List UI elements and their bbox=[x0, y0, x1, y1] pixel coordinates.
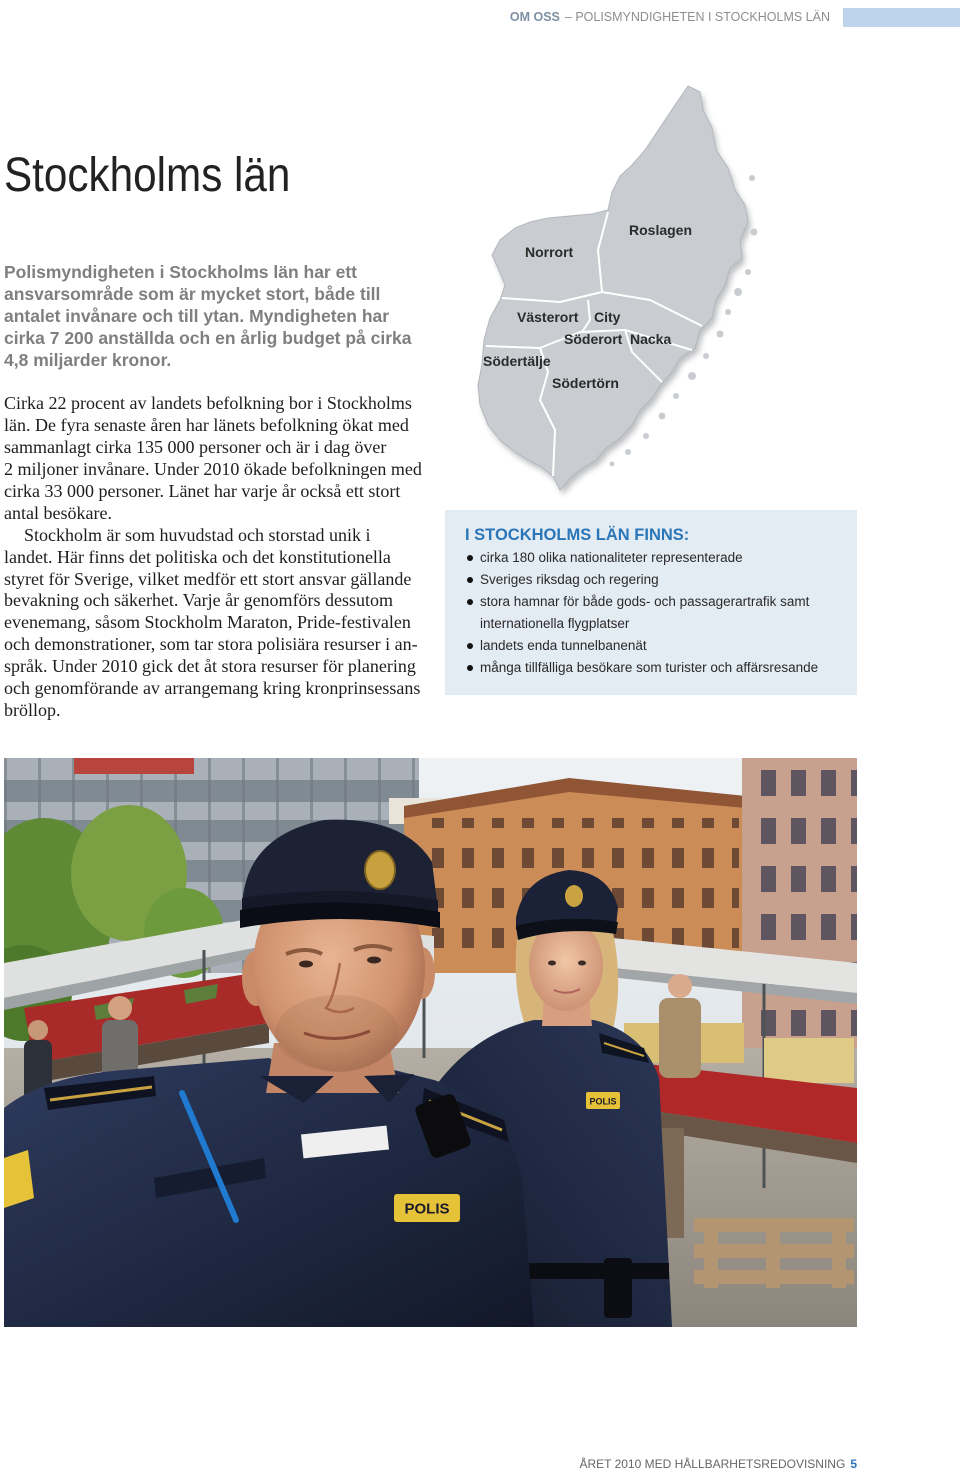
lead-paragraph bbox=[4, 261, 444, 371]
list-item-text: Sveriges riksdag och regering bbox=[480, 572, 659, 587]
map-label-sodertalje: Södertälje bbox=[483, 353, 551, 369]
map-label-sodertorn: Södertörn bbox=[552, 375, 619, 391]
bullet-icon bbox=[467, 665, 473, 671]
list-item bbox=[465, 569, 857, 591]
body-line: Cirka 22 procent av landets befolkning bor i Stockholms bbox=[4, 393, 412, 413]
map-label-nacka: Nacka bbox=[630, 331, 672, 347]
bullet-icon bbox=[467, 643, 473, 649]
header-section: OM OSS bbox=[509, 10, 560, 24]
map-label-soderort: Söderort bbox=[564, 331, 623, 347]
header-subtitle: – POLISMYNDIGHETEN I STOCKHOLMS LÄN bbox=[564, 10, 830, 24]
bullet-icon bbox=[467, 577, 473, 583]
header-color-bar bbox=[843, 8, 960, 27]
footer-text: ÅRET 2010 MED HÅLLBARHETSREDOVISNING bbox=[579, 1457, 846, 1471]
body-text bbox=[4, 393, 444, 722]
bullet-icon bbox=[467, 555, 473, 561]
fact-box bbox=[445, 510, 857, 695]
lead-line: Polismyndigheten i Stockholms län har ett bbox=[4, 262, 357, 282]
body-line: sammanlagt cirka 135 000 personer och är i dag över bbox=[4, 436, 387, 457]
map-label-city: City bbox=[594, 309, 621, 325]
list-item bbox=[465, 657, 857, 679]
list-item bbox=[465, 547, 857, 569]
body-line: Stockholm är som huvudstad och storstad unik i bbox=[24, 524, 371, 545]
list-item-text: cirka 180 olika nationaliteter representerade bbox=[480, 550, 743, 565]
fact-list bbox=[465, 547, 857, 679]
body-line: bröllop. bbox=[4, 700, 61, 721]
market-photo bbox=[4, 758, 857, 1327]
list-item bbox=[465, 591, 857, 635]
body-line: och genomförande av arrangemang kring kronprinsessans bbox=[4, 678, 421, 699]
body-line: språk. Under 2010 gick det åt stora resurser för planering bbox=[4, 656, 416, 677]
body-line: cirka 33 000 personer. Länet har varje år också ett stort bbox=[4, 480, 401, 501]
map-label-norrort: Norrort bbox=[525, 244, 574, 260]
polis-patch-text: POLIS bbox=[589, 1096, 617, 1107]
polis-patch-text: POLIS bbox=[404, 1200, 450, 1218]
body-paragraph-1 bbox=[4, 393, 444, 525]
lead-line: cirka 7 200 anställda och en årlig budget på cirka bbox=[4, 328, 412, 348]
body-line: och demonstrationer, som tar stora polisiära resurser i an- bbox=[4, 634, 418, 655]
map-label-roslagen: Roslagen bbox=[629, 222, 693, 238]
body-line: evenemang, såsom Stockholm Maraton, Pride-festivalen bbox=[4, 612, 411, 633]
list-item-text: stora hamnar för både gods- och passagerartrafik samt internationella flygplatser bbox=[480, 594, 810, 631]
body-line: landet. Här finns det politiska och det konstitutionella bbox=[4, 546, 391, 567]
body-paragraph-2 bbox=[4, 525, 444, 722]
list-item-text: landets enda tunnelbanenät bbox=[480, 638, 647, 653]
lead-line: 4,8 miljarder kronor. bbox=[4, 350, 172, 370]
running-header bbox=[510, 8, 830, 26]
cap-emblem-icon bbox=[565, 885, 583, 907]
body-line: bevakning och säkerhet. Varje år genomförs dessutom bbox=[4, 590, 394, 611]
county-outline bbox=[478, 86, 748, 490]
body-line: 2 miljoner invånare. Under 2010 ökade befolkningen med bbox=[4, 458, 422, 479]
fact-box-heading: I STOCKHOLMS LÄN FINNS: bbox=[465, 526, 690, 544]
lead-line: ansvarsområde som är mycket stort, både till bbox=[4, 284, 381, 304]
page-footer bbox=[579, 1456, 857, 1472]
bullet-icon bbox=[467, 599, 473, 605]
stockholm-county-map bbox=[460, 75, 760, 505]
body-line: styret för Sverige, vilket medför ett stort ansvar gällande bbox=[4, 568, 412, 589]
page-number: 5 bbox=[850, 1457, 857, 1471]
body-line: län. De fyra senaste åren har länets befolkning ökat med bbox=[4, 414, 409, 435]
list-item bbox=[465, 635, 857, 657]
list-item-text: många tillfälliga besökare som turister och affärsresande bbox=[480, 660, 819, 675]
body-line: antal besökare. bbox=[4, 502, 112, 523]
map-label-vasterort: Västerort bbox=[517, 309, 579, 325]
page-title: Stockholms län bbox=[4, 149, 291, 202]
cap-emblem-icon bbox=[365, 851, 395, 889]
lead-line: antalet invånare och till ytan. Myndigheten har bbox=[4, 306, 390, 326]
